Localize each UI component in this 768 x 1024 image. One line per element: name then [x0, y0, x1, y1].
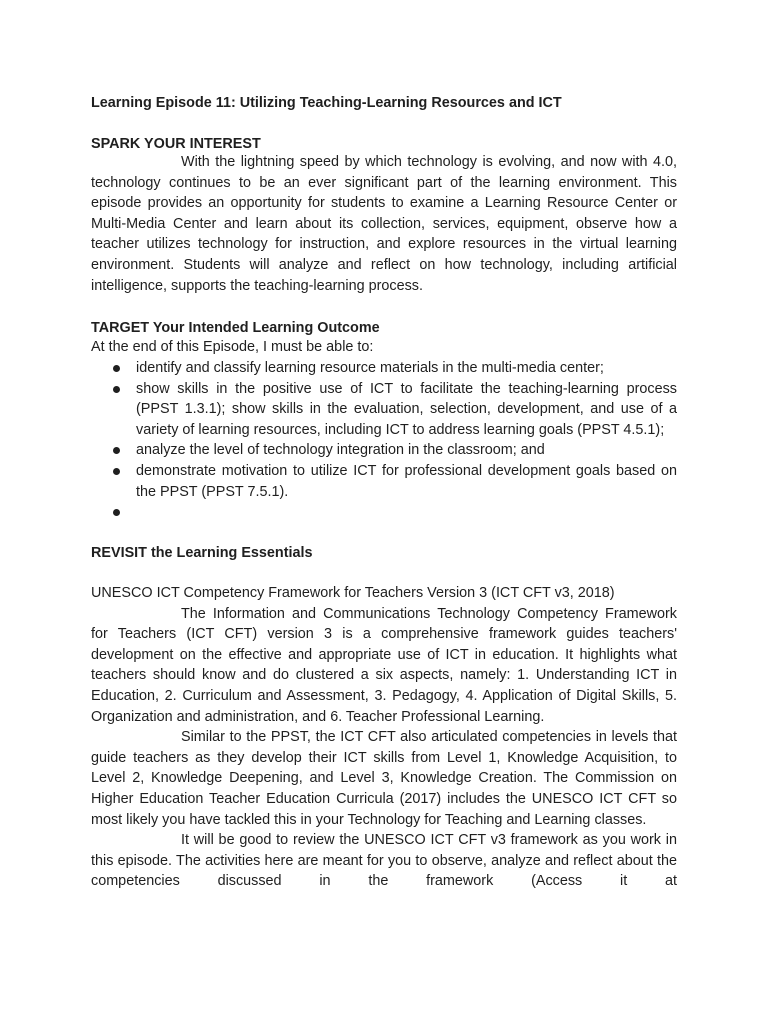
bullet-icon — [113, 365, 120, 372]
outcome-text: show skills in the positive use of ICT to facilitate the teaching-learning process (PPST 1.3.1); show skills in the evaluation, selection, development, and use of a variety of learning resources, including ICT to address learning goals (PPST 4.5.1); — [136, 380, 677, 438]
revisit-section — [91, 583, 677, 892]
list-item — [91, 358, 677, 379]
framework-paragraph-2: Similar to the PPST, the ICT CFT also articulated competencies in levels that guide teachers as they develop their ICT skills from Level 1, Knowledge Acquisition, to Level 2, Knowledge Deepening, and Level 3, Knowledge Creation. The Commission on Higher Education Teacher Education Curricula (2017) includes the UNESCO ICT CFT so most likely you have tackled this in your Technology for Teaching and Learning classes. — [91, 729, 677, 828]
framework-paragraph-1: The Information and Communications Technology Competency Framework for Teachers (ICT CFT) version 3 is a comprehensive framework guides teachers' development on the effective and appropriate use of ICT in education. It highlights what teachers should know and do clustered a six aspects, namely: 1. Understanding ICT in Education, 2. Curriculum and Assessment, 3. Pedagogy, 4. Application of Digital Skills, 5. Organization and administration, and 6. Teacher Professional Learning. — [91, 605, 677, 725]
list-item — [91, 440, 677, 461]
outcome-list — [91, 358, 677, 523]
bullet-icon — [113, 509, 120, 516]
outcome-text: demonstrate motivation to utilize ICT for professional development goals based on the PPST (PPST 7.5.1). — [136, 462, 677, 500]
bullet-icon — [113, 468, 120, 475]
bullet-icon — [113, 447, 120, 454]
list-item — [91, 379, 677, 441]
framework-title: UNESCO ICT Competency Framework for Teachers Version 3 (ICT CFT v3, 2018) — [91, 585, 615, 601]
target-intro: At the end of this Episode, I must be able to: — [91, 339, 374, 355]
list-item — [91, 461, 677, 502]
list-item — [91, 502, 677, 523]
spark-paragraph: With the lightning speed by which technology is evolving, and now with 4.0, technology continues to be an ever significant part of the learning environment. This episode provides an opportunity for students to examine a Learning Resource Center or Multi-Media Center and learn about its collection, services, equipment, observe how a teacher utilizes technology for instruction, and explore resources in the virtual learning environment. Students will analyze and reflect on how technology, including artificial intelligence, supports the teaching-learning process. — [91, 154, 677, 294]
spark-heading: SPARK YOUR INTEREST — [91, 136, 261, 152]
bullet-icon — [113, 386, 120, 393]
spark-section — [91, 152, 677, 296]
revisit-heading: REVISIT the Learning Essentials — [91, 545, 313, 561]
episode-title: Learning Episode 11: Utilizing Teaching-Learning Resources and ICT — [91, 95, 562, 111]
target-heading: TARGET Your Intended Learning Outcome — [91, 320, 380, 336]
framework-paragraph-3: It will be good to review the UNESCO ICT CFT v3 framework as you work in this episode. The activities here are meant for you to observe, analyze and reflect about the competencies discussed in the framework (Access it at — [91, 832, 677, 890]
target-intro-block — [91, 337, 677, 358]
outcome-text: analyze the level of technology integration in the classroom; and — [136, 442, 545, 459]
outcome-text: identify and classify learning resource materials in the multi-media center; — [136, 360, 604, 376]
